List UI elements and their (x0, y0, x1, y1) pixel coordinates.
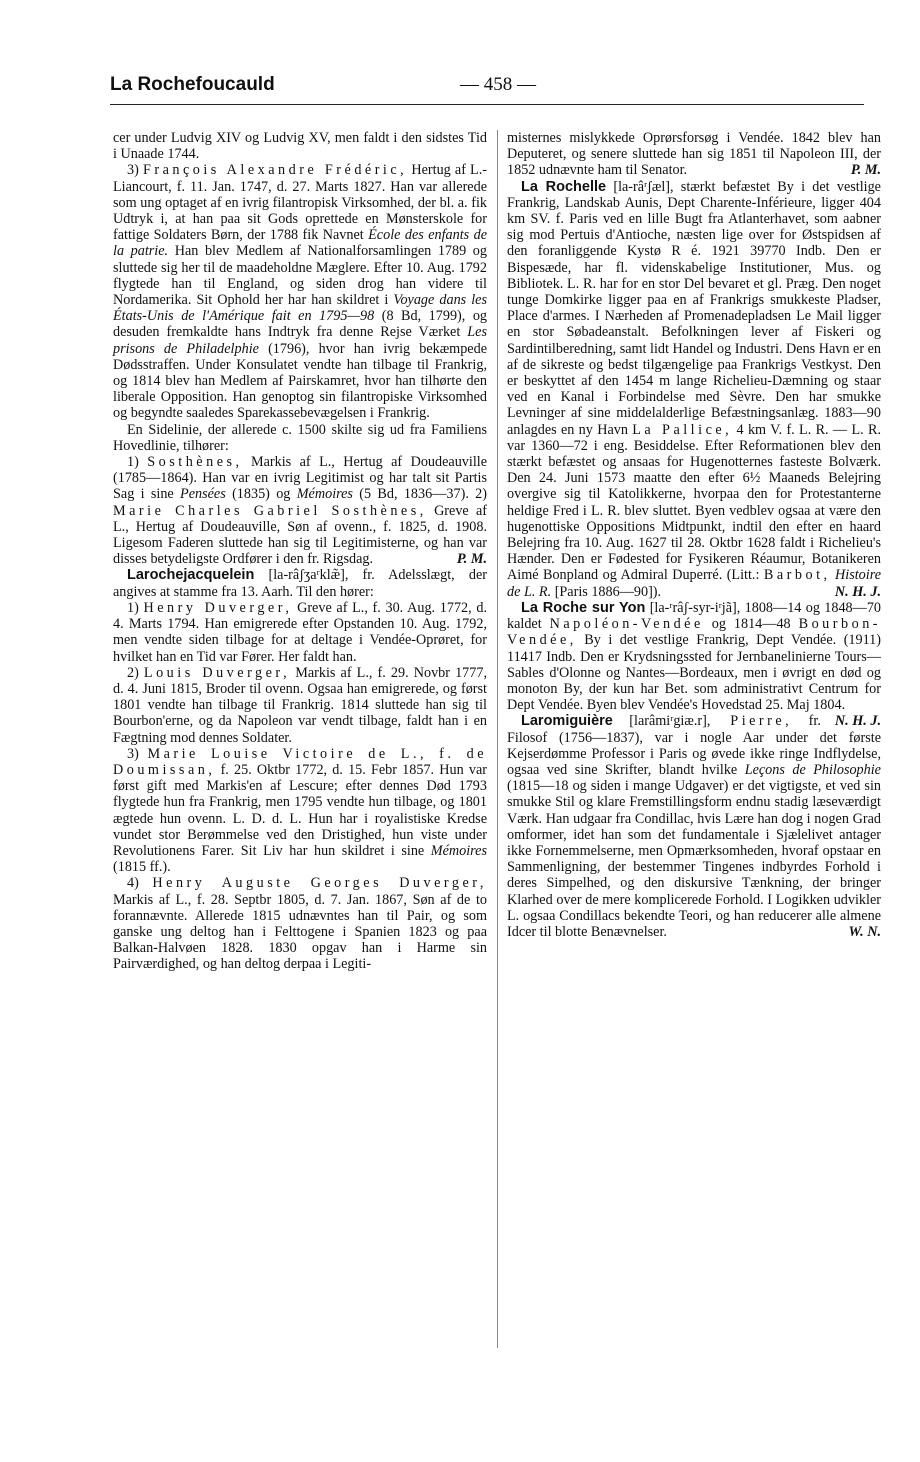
item-number: 1) (127, 599, 144, 616)
author-name: Barbot, (763, 567, 831, 584)
item-number: 3) (127, 162, 143, 179)
text: Markis af L., Hertug af Doudeauville (1785—1864). Han var en ivrig Legitimist og har talt sit Partis Sag i sine (113, 454, 487, 503)
author-signature: N. H. J. (834, 713, 881, 730)
entry (507, 713, 881, 940)
paragraph (113, 600, 487, 665)
text: [Paris 1886—90]). (551, 583, 662, 600)
entry-headword: Laromiguière (521, 713, 613, 730)
place-name: Bourbon-Vendée, (507, 616, 882, 649)
running-head: La Rochefoucauld (110, 74, 275, 95)
paragraph (113, 422, 487, 454)
text: Hertug af L.-Liancourt, f. 11. Jan. 1747, d. 27. Marts 1827. Han var allerede som ung optaget af en ivrig filantropisk Virksomhed, der bl. a. fik Udtryk i, at han paa sit Gods oprettede en Mønsterskole for fattige Soldaters Børn, der 1788 fik Navnet (113, 162, 487, 244)
text: 4 km V. f. L. R. — L. R. var 1360—72 i eng. Besiddelse. Efter Reformationen blev den stærkt befæstet og ansaas for Hugenotternes fasteste Bolværk. Den 24. Juni 1573 maatte den efter 6½ Maaneds Belejring overgive sig til Katolikkerne, hvorpaa den for Protestanterne heldige Fred i L. R. blev sluttet. Byen vedblev ogsaa at være den hugenottiske Oppositions Midtpunkt, indtil den efter en haard Belejring fra 10. Aug. 1627 til 28. Oktbr 1628 faldt i Richelieu's Hænder. Den er Fødested for Fysikeren Réaumur, Botanikeren Aimé Bonpland og Admiral Duperré. (Litt.: (507, 421, 881, 584)
text: (1815—18 og siden i mange Udgaver) er det vigtigste, et ved sin smukke Stil og klare Fremstillingsform endnu stadig læseværdigt Værk. Han udgaar fra Condillac, hvis Lære han dog i nogen Grad omformer, idet han som det fundamentale i Sjælelivet antager ikke Fornemmelserne, men Opmærksomheden, hvoraf opstaar en Sammenligning, der bestemmer Tingenes indbyrdes Forhold i deres Simpelhed, og den diskursive Tænkning, der bringer Klarhed over de mere komplicerede Forhold. I Logikken udvikler L. ogsaa Condillacs bekendte Teori, og han reducerer alle almene Idcer til blotte Benævnelser. (507, 778, 881, 940)
author-signature: P. M. (850, 162, 881, 179)
header-rule (110, 104, 864, 105)
entry (507, 179, 881, 600)
person-name: Henry Duverger, (143, 599, 293, 616)
italic-title: École des enfants de la patrie. (113, 227, 487, 260)
item-number: 4) (127, 875, 153, 892)
text: (1835) og (225, 486, 297, 503)
paragraph (507, 130, 881, 179)
left-column (113, 130, 487, 973)
person-name: Sosthènes, (147, 454, 243, 471)
entry (113, 567, 487, 599)
person-name: Pierre, (710, 713, 793, 730)
entry-headword: La Roche sur Yon (521, 599, 646, 616)
text: f. 25. Oktbr 1772, d. 15. Febr 1857. Hun var først gift med Markis'en af Lescure; efter dennes Død 1793 flygtede hun fra Frankrig, men 1795 vendte hun tilbage, og 1801 ægtede hun ovenn. L. D. d. L. Hun har i royalistiske Kredse vundet stor Berømmelse ved den Dristighed, hun viste under Revolutionens Farer. Sit Liv har hun skildret i sine (113, 761, 487, 859)
place-name: La Pallice, (632, 421, 733, 438)
italic-title: Mémoires (430, 842, 487, 859)
text: Markis af L., f. 28. Septbr 1805, d. 7. Jan. 1867, Søn af de to forannævnte. Allerede 1815 udnævntes han til Pair, og som ganske ung deltog han i Felttogene i Spanien 1823 og paa Balkan-Halvøen 1828. 1830 opgav han i Harme sin Pairværdighed, og han deltog derpaa i Legiti- (113, 891, 487, 973)
place-name: Napoléon-Vendée (549, 616, 704, 633)
pronunciation: [la-râʃʒaʳklæ̃], (254, 567, 349, 584)
text: Markis af L., f. 29. Novbr 1777, d. 4. Juni 1815, Broder til ovenn. Ogsaa han emigrerede, og først 1801 vendte han tilbage til Frankrig. 1814 sluttede han sig til Bourbon'erne, og da Napoleon var vendt tilbage, faldt han i en Fægtning mod dennes Soldater. (113, 664, 487, 746)
item-number: 3) (127, 745, 148, 762)
text: 1808—14 og 1848—70 kaldet (507, 599, 882, 633)
text: Han blev Medlem af Nationalforsamlingen 1789 og sluttede sig her til de maadeholdne Mæglere. Efter 10. Aug. 1792 flygtede han til England, og siden drog han videre til Nordamerika. Sit Ophold her har han skildret i (113, 243, 487, 309)
italic-title: Mémoires (296, 486, 353, 503)
italic-title: Histoire de L. R. (507, 567, 882, 600)
author-signature: P. M. (456, 551, 487, 568)
italic-title: Voyage dans les États-Unis de l'Amérique fait en 1795—98 (113, 292, 487, 325)
paragraph (113, 665, 487, 746)
text: (8 Bd, 1799), og desuden fremkaldte hans Indtryk fra denne Rejse Værket (113, 308, 488, 341)
person-name: Louis Duverger, (143, 664, 291, 681)
italic-title: Leçons de Philosophie (744, 761, 881, 778)
text: fr. Filosof (1756—1837), var i nogle Aar under det første Kejserdømme Professor i Paris og øvede ikke ringe Indflydelse, ogsaa ved sine Skrifter, blandt hvilke (507, 713, 881, 778)
person-name: Marie Charles Gabriel Sosthènes, (113, 502, 427, 519)
text: og 1814—48 (703, 616, 799, 633)
text: (1815 ff.). (113, 859, 171, 876)
author-signature: W. N. (848, 923, 881, 940)
paragraph (113, 746, 487, 876)
entry-headword: Larochejacquelein (127, 567, 255, 584)
item-number: 2) (127, 664, 144, 681)
entry-headword: La Rochelle (521, 178, 607, 195)
pronunciation: [larâmiʳgiæ.r], (612, 713, 711, 730)
person-name: Henry Auguste Georges Duverger, (152, 875, 487, 892)
page-header (110, 74, 864, 102)
text: cer under Ludvig XIV og Ludvig XV, men faldt i den sidstes Tid i Unaade 1744. (113, 130, 487, 163)
text: Greve af L., Hertug af Doudeauville, Søn af ovenn., f. 1825, d. 1908. Ligesom Faderen sluttede han sig til Legitimisterne, og han var disses betydeligste Ordfører i den fr. Rigsdag. (113, 502, 487, 568)
italic-title: Les prisons de Philadelphie (113, 324, 487, 357)
pronunciation: [la-râʳʃæl], (606, 178, 674, 195)
text: Greve af L., f. 30. Aug. 1772, d. 4. Marts 1794. Han emigrerede efter Opstanden 10. Aug. 1792, men vendte siden tilbage for at deltage i Vendée-Oprøret, for hvilket han en Tid var Fører. Her faldt han. (113, 599, 487, 665)
item-number: 1) (127, 454, 148, 471)
text: (1796), hvor han ivrig bekæmpede Dødsstraffen. Under Konsulatet vendte han tilbage til Frankrig, og 1814 blev han Medlem af Pairskamret, hvor han tilhørte den liberale Opposition. Han genoptog sin filantropiske Virksomhed og begyndte saaledes Sparekassebevægelsen i Frankrig. (113, 340, 487, 422)
person-name: Marie Louise Victoire de L., f. de Doumissan, (113, 745, 487, 778)
paragraph (113, 875, 487, 972)
page-number: — 458 — (460, 74, 536, 95)
text: misternes mislykkede Oprørsforsøg i Vendée. 1842 blev han Deputeret, og senere sluttede han sig 1851 til Napoleon III, der 1852 udnævnte ham til Senator. (507, 130, 881, 179)
pronunciation: [la-ʳrâʃ-syr-iʳjã], (645, 599, 741, 616)
author-signature: N. H. J. (834, 583, 881, 600)
paragraph (113, 454, 487, 567)
italic-title: Pensées (180, 486, 226, 503)
text: En Sidelinie, der allerede c. 1500 skilte sig ud fra Familiens Hovedlinie, tilhører: (113, 421, 487, 454)
paragraph (113, 130, 487, 162)
text: stærkt befæstet By i det vestlige Frankrig, Landskab Aunis, Dept Charente-Inférieure, ligger 404 km SV. f. Paris ved en lille Bugt fra Atlanterhavet, som aabner sig mod Pertuis d'Antioche, næsten lige over for Østspidsen af den foranliggende Kystø R é. 1921 39770 Indb. Den er Bispesæde, har fl. videnskabelige Institutioner, Mus. og Bibliotek. L. R. har for en stor Del bevaret et gl. Præg. Den noget tunge Domkirke ligger paa en af Frankrigs smukkeste Pladser, Place d'armes. I Nærheden af Promenadepladsen Le Mail ligger en stor Søbadeanstalt. Befolkningen lever af Fiskeri og Sardintilberedning, samt lidt Handel og Industri. Dens Havn er en af de sikreste og bedst tilgængelige paa Frankrigs Vestkyst. Den er beskyttet af den 1454 m lange Richelieu-Dæmning og staar ved en Kanal i Forbindelse med Sèvre. Den har smukke Levninger af sine middelalderlige Befæstningsanlæg. 1883—90 anlagdes en ny Havn (507, 178, 881, 438)
person-name: François Alexandre Frédéric, (142, 162, 408, 179)
paragraph (113, 162, 487, 421)
text: (5 Bd, 1836—37). 2) (352, 486, 488, 503)
text: By i det vestlige Frankrig, Dept Vendée. (1911) 11417 Indb. Den er Krydsningssted for Jernbanelinierne Tours—Sables d'Olonne og Nantes—Bordeaux, men i øvrigt en død og monoton By, der kun har Bet. som administrativt Centrum for Dept Vendée. Byen blev Vendée's Hovedstad 25. Maj 1804. (507, 632, 881, 714)
right-column (507, 130, 881, 940)
column-divider (497, 130, 498, 1348)
text: fr. Adelsslægt, der angives at stamme fra 13. Aarh. Til den hører: (113, 567, 487, 600)
